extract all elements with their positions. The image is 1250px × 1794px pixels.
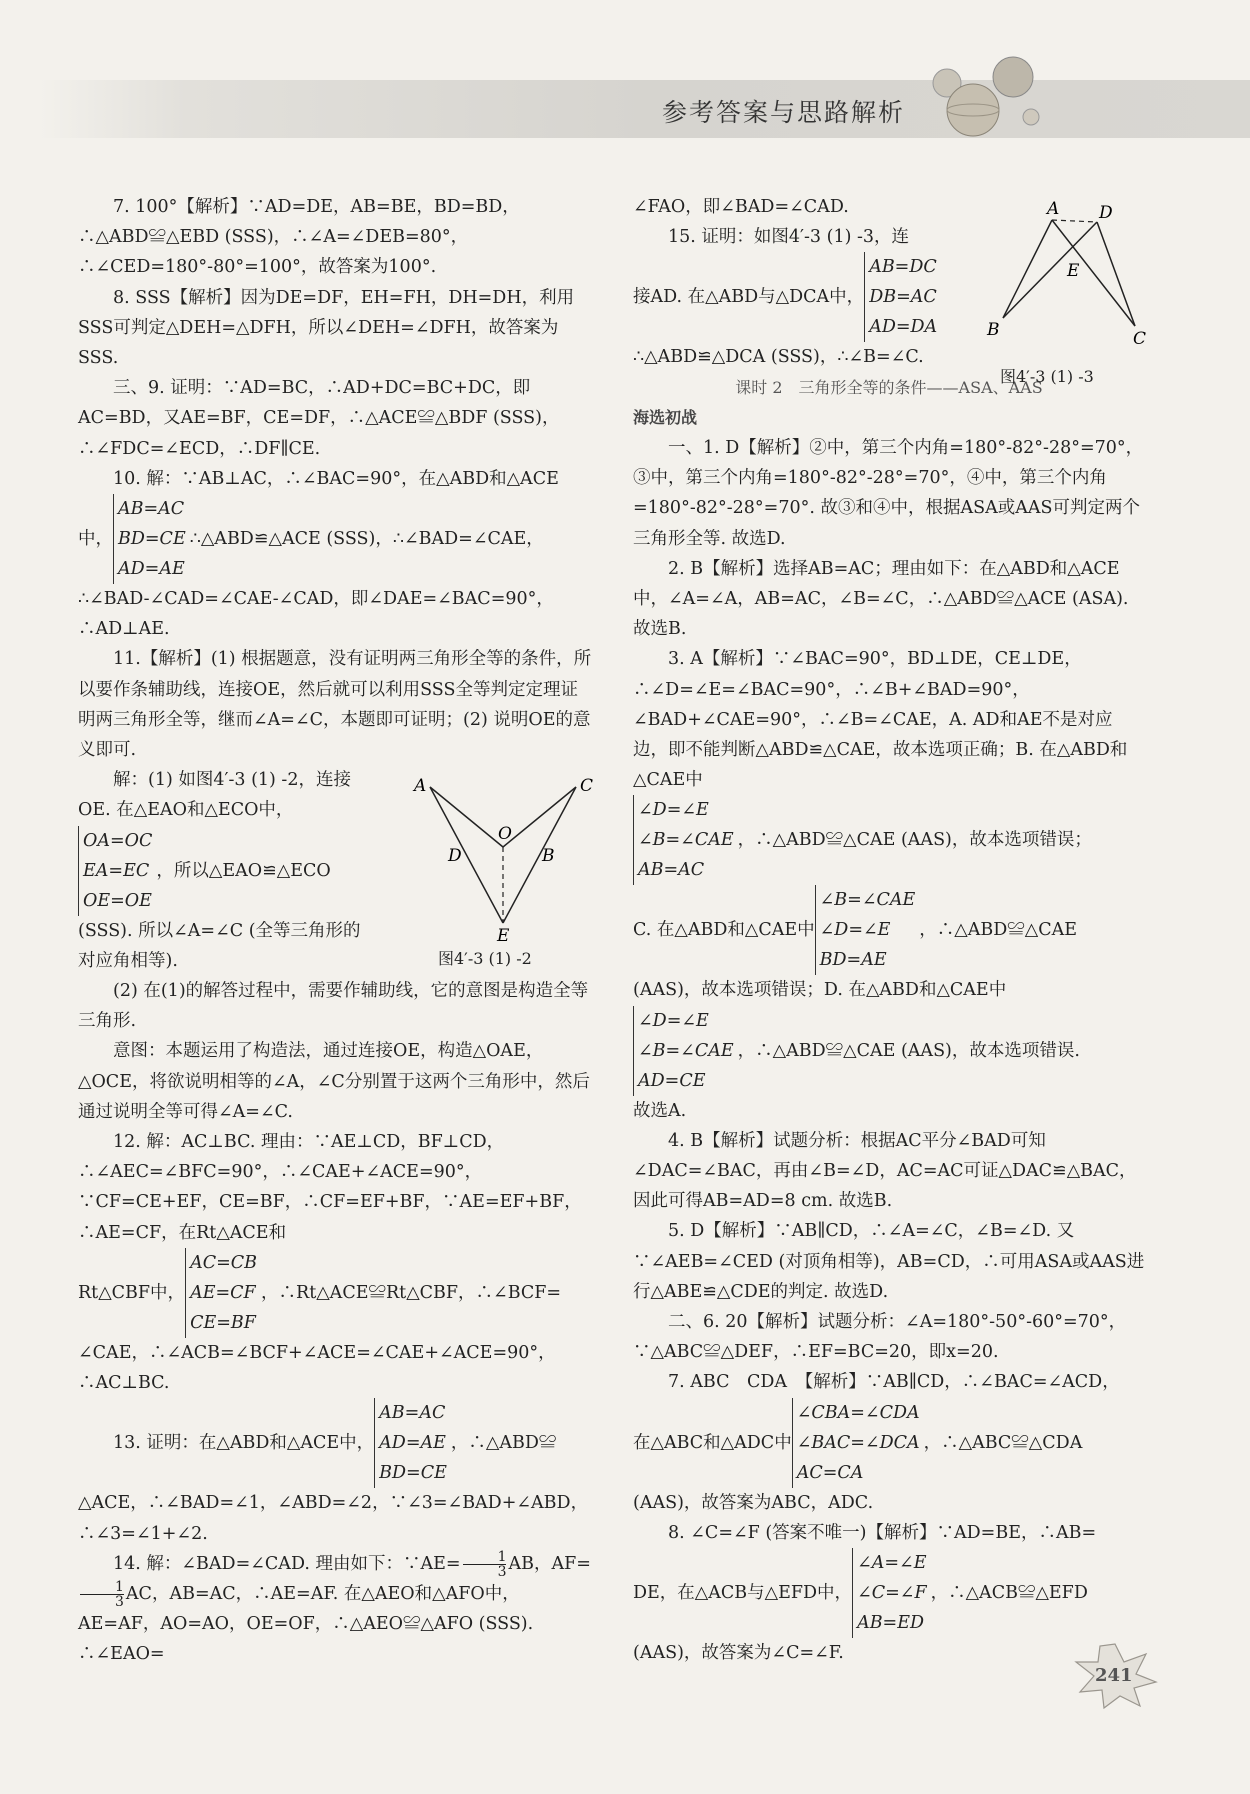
answer-14-part-b: AB，AF= xyxy=(508,1553,591,1574)
answer-7-right: 7. ABC CDA 【解析】∵AB∥CD，∴∠BAC=∠ACD， xyxy=(668,1372,1120,1393)
answer-1: 一、1. D【解析】②中，第三个内角=180°-82°-28°=70°，③中，第三个内角=180°-82°-28°=70°，④中，第三个内角=180°-82°-28°=70°. 故③和④中，根据ASA或AAS可判定两个三角形全等. 故选D. xyxy=(633,438,1144,549)
brace-line: ∠CBA=∠CDA xyxy=(796,1402,920,1423)
answer-6: 二、6. 20【解析】试题分析：∠A=180°-50°-60°=70°，∵△ABC≌△DEF，∴EF=BC=20，即x=20. xyxy=(633,1312,1127,1363)
answer-7-system xyxy=(633,1398,1145,1488)
lesson-title: 课时 2 三角形全等的条件——ASA、AAS xyxy=(735,377,1043,397)
answer-14-part-c: AC，AB=AC，∴AE=AF. 在△AEO和△AFO中，AE=AF，AO=AO，OE=OF，∴△AEO≌△AFO (SSS). ∴∠EAO= xyxy=(78,1583,534,1665)
answer-10-intro: 10. 解：∵AB⊥AC，∴∠BAC=90°，在△ABD和△ACE xyxy=(113,468,559,489)
figure-4-3-1-2 xyxy=(408,775,598,945)
brace-line: AD=AE xyxy=(118,559,185,580)
fraction xyxy=(463,1550,507,1579)
answer-7-pre: 在△ABC和△ADC中 xyxy=(633,1432,792,1453)
answer-8-pre: DE，在△ACB与△EFD中， xyxy=(633,1582,853,1603)
answer-12-pre: Rt△CBF中， xyxy=(78,1282,186,1303)
answer-7: 7. 100°【解析】∵AD=DE，AB=BE，BD=BD，∴△ABD≌△EBD (SSS)，∴∠A=∠DEB=80°，∴∠CED=180°-80°=100°，故答案为100°. xyxy=(78,197,520,278)
brace-line: AD=AE xyxy=(379,1433,446,1454)
point-label: C xyxy=(1133,329,1147,348)
brace-line: AE=CF xyxy=(190,1282,256,1303)
point-label: B xyxy=(542,846,555,866)
answer-3-end: 故选A. xyxy=(633,1100,687,1121)
section-heading: 海选初战 xyxy=(633,407,698,427)
answer-10-system xyxy=(78,494,593,584)
answer-5: 5. D【解析】∵AB∥CD，∴∠A=∠C，∠B=∠D. 又∵∠AEB=∠CED (对顶角相等)，AB=CD，∴可用ASA或AAS进行△ABE≌△CDE的判定. 故选D. xyxy=(633,1221,1145,1302)
fraction-denominator: 3 xyxy=(115,1593,124,1610)
fraction xyxy=(80,1580,124,1609)
equation-brace xyxy=(374,1398,447,1488)
answer-3: 3. A【解析】∵∠BAC=90°，BD⊥DE，CE⊥DE，∴∠D=∠E=∠BAC=90°，∴∠B+∠BAD=90°，∠BAD+∠CAE=90°，∴∠B=∠CAE，A. AD和AE不是对应边，即不能判断△ABD≌△CAE，故本选项正确；B. 在△ABD和△CAE中 xyxy=(633,649,1128,791)
brace-line: AD=CE xyxy=(638,1070,706,1091)
answer-11-brace-post: ，所以△EAO≌△ECO xyxy=(156,860,331,881)
answer-3-c-post: ，∴△ABD≌△CAE xyxy=(919,920,1078,941)
answer-8-post: ，∴△ACB≌△EFD xyxy=(930,1582,1088,1603)
fraction-numerator: 1 xyxy=(463,1550,507,1565)
point-label: E xyxy=(1067,261,1080,281)
brace-line: DB=AC xyxy=(869,287,937,308)
point-label: E xyxy=(497,926,510,945)
answer-13-system xyxy=(78,1398,593,1488)
figure-4-3-1-3 xyxy=(985,198,1150,348)
brace-line: ∠BAC=∠DCA xyxy=(796,1432,920,1453)
brace-line: ∠B=∠CAE xyxy=(819,890,916,911)
brace-line: ∠D=∠E xyxy=(819,920,891,941)
answer-8-system xyxy=(633,1548,1145,1638)
point-label: D xyxy=(1099,203,1113,223)
equation-brace xyxy=(633,1006,734,1096)
point-label: C xyxy=(580,776,594,796)
answer-11: 11.【解析】(1) 根据题意，没有证明两三角形全等的条件，所以要作条辅助线，连接OE，然后就可以利用SSS全等判定定理证明两三角形全等，继而∠A=∠C，本题即可证明；(2) 说明OE的意义即可. xyxy=(78,649,592,761)
header-band xyxy=(40,80,1250,138)
answer-11-intent: 意图：本题运用了构造法，通过连接OE，构造△OAE，△OCE，将欲说明相等的∠A，∠C分别置于这两个三角形中，然后通过说明全等可得∠A=∠C. xyxy=(78,1041,590,1122)
answer-9: 三、9. 证明：∵AD=BC，∴AD+DC=BC+DC，即AC=BD，又AE=BF，CE=DF，∴△ACE≌△BDF (SSS)，∴∠FDC=∠ECD，∴DF∥CE. xyxy=(78,378,560,459)
brace-line: AC=CB xyxy=(190,1252,258,1273)
answer-14-end: ∠FAO，即∠BAD=∠CAD. xyxy=(633,197,849,217)
answer-15-system xyxy=(633,252,973,342)
answer-12-end: ∠CAE，∴∠ACB=∠BCF+∠ACE=∠CAE+∠ACE=90°，∴AC⊥BC. xyxy=(78,1342,556,1394)
answer-2: 2. B【解析】选择AB=AC；理由如下：在△ABD和△ACE中，∠A=∠A，AB=AC，∠B=∠C，∴△ABD≌△ACE (ASA). 故选B. xyxy=(633,558,1129,640)
fraction-numerator: 1 xyxy=(80,1580,124,1595)
answer-11-part-2: (2) 在(1)的解答过程中，需要作辅助线，它的意图是构造全等三角形. xyxy=(78,981,589,1032)
brace-line: AB=AC xyxy=(638,860,705,881)
brace-line: ∠D=∠E xyxy=(638,800,709,821)
brace-line: ∠B=∠CAE xyxy=(638,830,734,851)
brace-line: OA=OC xyxy=(83,830,153,851)
brace-line: BD=AE xyxy=(819,950,887,971)
brace-line: ∠B=∠CAE xyxy=(638,1040,734,1061)
answer-10-mid-post: ∴△ABD≌△ACE (SSS)，∴∠BAD=∠CAE， xyxy=(189,528,544,549)
equation-brace xyxy=(864,252,937,342)
equation-brace xyxy=(852,1548,927,1638)
answer-11-solution-2: (SSS). 所以∠A=∠C (全等三角形的对应角相等). xyxy=(78,920,361,971)
equation-brace xyxy=(815,885,916,975)
answer-4: 4. B【解析】试题分析：根据AC平分∠BAD可知∠DAC=∠BAC，再由∠B=∠D，AC=AC可证△DAC≌△BAC，因此可得AB=AD=8 cm. 故选B. xyxy=(633,1130,1137,1212)
answer-14-part-a: 14. 解：∠BAD=∠CAD. 理由如下：∵AE= xyxy=(113,1553,461,1574)
answer-13-post: ，∴△ABD≌ xyxy=(450,1433,557,1454)
equation-brace xyxy=(113,494,186,584)
answer-14 xyxy=(78,1549,593,1670)
answer-12-post: ，∴Rt△ACE≌Rt△CBF，∴∠BCF= xyxy=(261,1282,562,1303)
brace-line: ∠C=∠F xyxy=(857,1583,927,1604)
point-label: O xyxy=(498,824,512,844)
brace-line: CE=BF xyxy=(190,1312,256,1333)
answer-10-end: ∴∠BAD-∠CAD=∠CAE-∠CAD，即∠DAE=∠BAC=90°，∴AD⊥AE. xyxy=(78,589,554,640)
answer-7-post: ，∴△ABC≌△CDA xyxy=(923,1432,1083,1453)
answer-11-system xyxy=(78,826,368,916)
answer-15-pre: 接AD. 在△ABD与△DCA中， xyxy=(633,287,865,308)
brace-line: BD=CE xyxy=(379,1463,447,1484)
answer-3-c-pre: C. 在△ABD和△CAE中 xyxy=(633,920,815,941)
answer-12-intro: 12. 解：AC⊥BC. 理由：∵AE⊥CD，BF⊥CD，∴∠AEC=∠BFC=90°，∴∠CAE+∠ACE=90°，∵CF=CE+EF，CE=BF，∴CF=EF+BF，∵AE=EF+BF，∴AE=CF，在Rt△ACE和 xyxy=(78,1132,582,1243)
answer-8-end: (AAS)，故答案为∠C=∠F. xyxy=(633,1643,844,1664)
answer-8: 8. SSS【解析】因为DE=DF，EH=FH，DH=DH，利用SSS可判定△DEH=△DFH，所以∠DEH=∠DFH，故答案为SSS. xyxy=(78,287,575,369)
answer-3-system-b xyxy=(633,795,1145,885)
brace-line: AB=ED xyxy=(857,1613,925,1634)
brace-line: AD=DA xyxy=(869,317,938,338)
answer-3-system-d xyxy=(633,1006,1145,1096)
point-label: D xyxy=(448,846,462,866)
point-label: A xyxy=(1047,199,1060,219)
brace-line: AB=AC xyxy=(118,499,185,520)
answer-13-pre: 13. 证明：在△ABD和△ACE中， xyxy=(113,1433,375,1454)
answer-10-mid-pre: 中， xyxy=(78,528,113,549)
brace-line: AB=AC xyxy=(379,1403,446,1424)
answer-12-system xyxy=(78,1248,593,1338)
answer-15-intro: 15. 证明：如图4′-3 (1) -3，连 xyxy=(668,227,910,248)
answer-8-right: 8. ∠C=∠F (答案不唯一)【解析】∵AD=BE，∴AB= xyxy=(668,1522,1097,1543)
brace-line: EA=EC xyxy=(83,860,150,881)
equation-brace xyxy=(185,1248,257,1338)
brace-line: AC=CA xyxy=(796,1462,864,1483)
answer-15-end: ∴△ABD≌△DCA (SSS)，∴∠B=∠C. xyxy=(633,347,924,368)
brace-line: OE=OE xyxy=(83,890,152,911)
equation-brace xyxy=(78,826,152,916)
fraction-denominator: 3 xyxy=(497,1563,507,1580)
right-column xyxy=(633,192,1145,1668)
brace-line: BD=CE xyxy=(118,529,186,550)
planets-decoration-icon xyxy=(925,55,1050,145)
equation-brace xyxy=(792,1398,920,1488)
answer-11-solution: 解：(1) 如图4′-3 (1) -2，连接OE. 在△EAO和△ECO中， xyxy=(78,770,351,821)
brace-line: ∠D=∠E xyxy=(638,1010,709,1031)
point-label: B xyxy=(987,320,1000,340)
answer-3-d-post: ，∴△ABD≌△CAE (AAS)，故本选项错误. xyxy=(737,1040,1080,1061)
figure-caption: 图4′-3 (1) -3 xyxy=(1000,367,1094,386)
figure-caption: 图4′-3 (1) -2 xyxy=(438,949,532,968)
answer-7-end: (AAS)，故答案为ABC，ADC. xyxy=(633,1492,874,1513)
equation-brace xyxy=(633,795,734,885)
brace-line: ∠A=∠E xyxy=(857,1553,927,1574)
brace-line: AB=DC xyxy=(869,257,937,278)
answer-3-c-end: (AAS)，故本选项错误；D. 在△ABD和△CAE中 xyxy=(633,980,1007,1001)
answer-3-system-c xyxy=(633,885,1145,975)
page-number: 241 xyxy=(1095,1665,1133,1686)
answer-13-end: △ACE，∴∠BAD=∠1，∠ABD=∠2，∵∠3=∠BAD+∠ABD，∴∠3=∠1+∠2. xyxy=(78,1493,589,1544)
point-label: A xyxy=(414,776,427,796)
page-title: 参考答案与思路解析 xyxy=(662,98,906,127)
answer-3-b-post: ，∴△ABD≌△CAE (AAS)，故本选项错误； xyxy=(737,830,1092,851)
